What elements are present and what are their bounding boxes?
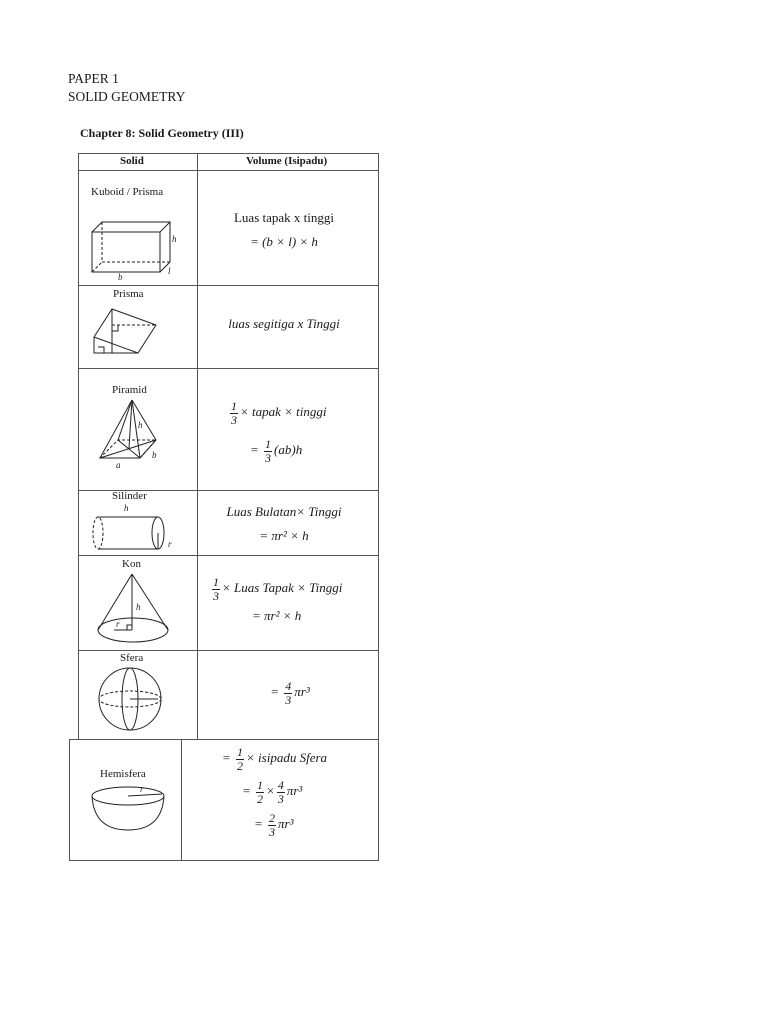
solid-name-pyramid: Piramid xyxy=(112,384,147,396)
page-header xyxy=(68,70,185,106)
cuboid-label-h: h xyxy=(172,234,177,244)
formula-cylinder-line2: = πr² × h xyxy=(259,528,309,543)
formula-cone-line2: = πr² × h xyxy=(252,608,302,623)
formula-sphere: = $\frac{4}{3}$ πr³ xyxy=(270,678,310,707)
formula-cuboid-line1: Luas tapak x tinggi xyxy=(233,210,334,225)
column-header-volume: Volume (Isipadu) xyxy=(246,155,328,167)
formula-cuboid xyxy=(214,206,354,254)
pyramid-label-a: a xyxy=(116,460,121,470)
solid-name-hemisphere: Hemisfera xyxy=(100,768,146,780)
sphere-diagram xyxy=(96,664,168,736)
formula-cone: $\frac{1}{3}$ × Luas Tapak × Tinggi = πr² × h xyxy=(210,572,370,628)
hemisphere-diagram xyxy=(88,784,172,834)
formula-hemisphere-line2: πr³ xyxy=(286,783,303,798)
formula-pyramid-line1: × tapak × tinggi xyxy=(240,404,327,419)
solid-name-prism: Prisma xyxy=(113,288,144,300)
formula-hemisphere: = $\frac{1}{2}$ × isipadu Sfera = $\frac{1}{2}$ × $\frac{4}{3}$ πr³ = $\frac{2}{3}$ πr³ xyxy=(222,744,328,839)
cylinder-label-r: r xyxy=(168,539,172,549)
pyramid-label-b: b xyxy=(152,450,157,460)
cylinder-label-h: h xyxy=(124,503,129,513)
cuboid-label-b: b xyxy=(118,272,123,282)
formula-hemisphere-line3: πr³ xyxy=(278,816,294,831)
chapter-title: Chapter 8: Solid Geometry (III) xyxy=(80,126,244,140)
cylinder-diagram xyxy=(92,503,182,553)
formula-prism: luas segitiga x Tinggi xyxy=(228,316,340,331)
topic-label: SOLID GEOMETRY xyxy=(68,89,186,104)
column-header-solid: Solid xyxy=(120,155,144,167)
prism-diagram xyxy=(92,303,172,359)
solid-name-cone: Kon xyxy=(122,558,141,570)
solid-name-cuboid: Kuboid / Prisma xyxy=(91,186,164,198)
formula-cylinder-line1: Luas Bulatan× Tinggi xyxy=(226,504,342,519)
cuboid-diagram xyxy=(88,218,188,280)
formula-cylinder xyxy=(214,500,354,548)
formula-pyramid: $\frac{1}{3}$ × tapak × tinggi = $\frac{1}{3}$ (ab)h xyxy=(231,398,327,465)
cone-diagram xyxy=(96,572,176,644)
solid-name-sphere: Sfera xyxy=(120,652,144,664)
formula-pyramid-line2: (ab)h xyxy=(274,442,303,457)
hemisphere-label-r: r xyxy=(140,784,144,794)
paper-label: PAPER 1 xyxy=(68,71,119,86)
cuboid-label-l: l xyxy=(168,266,171,276)
formula-cone-line1: × Luas Tapak × Tinggi xyxy=(222,580,343,595)
formula-cuboid-line2: = (b × l) × h xyxy=(250,234,318,249)
formula-sphere-line1: πr³ xyxy=(294,684,310,699)
cone-label-h: h xyxy=(136,602,141,612)
pyramid-diagram xyxy=(96,398,176,470)
solid-name-cylinder: Silinder xyxy=(112,490,147,502)
formula-hemisphere-line1: × isipadu Sfera xyxy=(246,750,328,765)
cone-label-r: r xyxy=(116,619,120,629)
pyramid-label-h: h xyxy=(138,420,143,430)
